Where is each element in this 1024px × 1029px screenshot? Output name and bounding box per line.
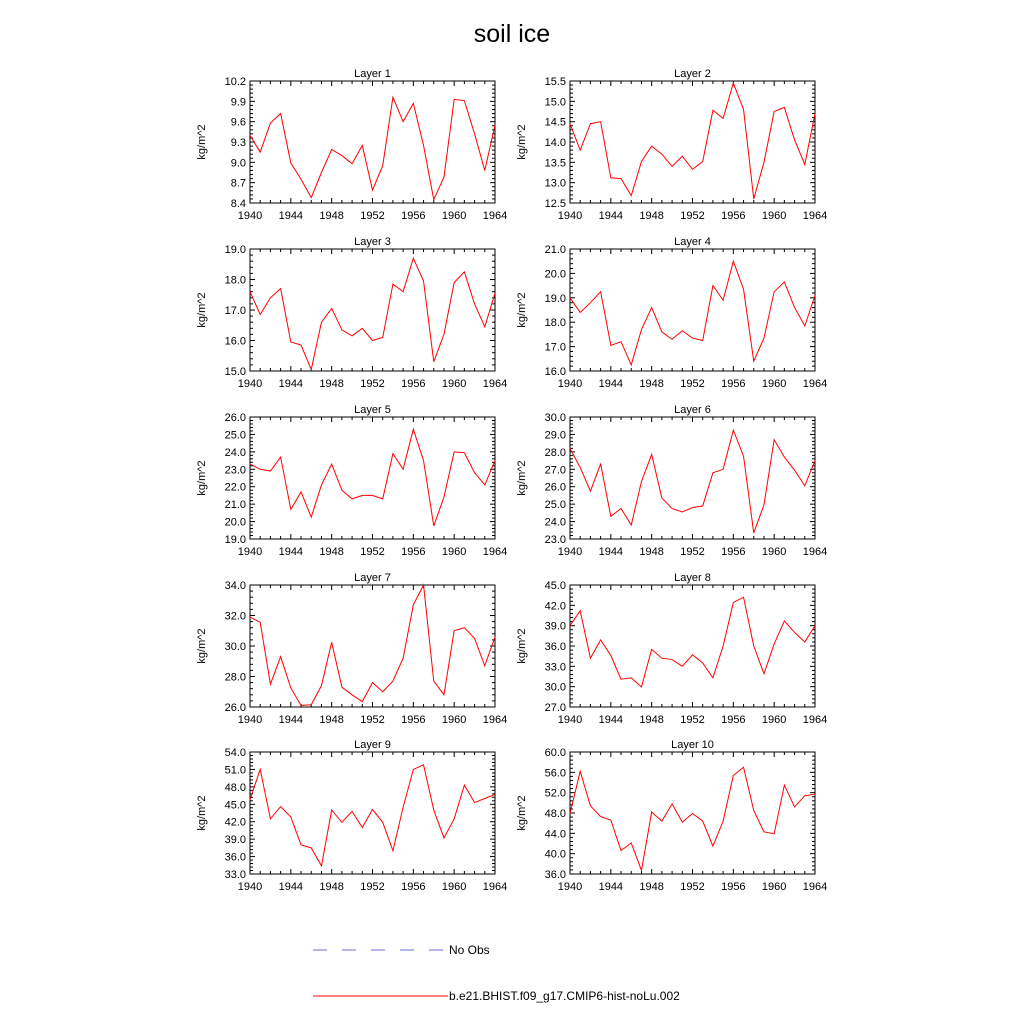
y-tick-label: 42.0 — [544, 600, 566, 613]
y-tick-label: 9.6 — [230, 116, 246, 129]
y-axis-label: kg/m^2 — [196, 460, 208, 496]
y-tick-label: 30.0 — [544, 681, 566, 694]
y-tick-label: 16.0 — [224, 335, 246, 348]
x-tick-label: 1948 — [319, 714, 344, 726]
y-axis-label: kg/m^2 — [516, 460, 528, 496]
panel-layer-1 — [196, 68, 507, 222]
y-tick-label: 39.0 — [544, 620, 566, 633]
x-tick-label: 1948 — [319, 210, 344, 222]
series-line-model — [250, 429, 495, 526]
y-tick-label: 10.2 — [224, 76, 246, 88]
legend-label-model: b.e21.BHIST.f09_g17.CMIP6-hist-noLu.002 — [449, 989, 680, 1003]
y-tick-label: 54.0 — [224, 747, 246, 759]
x-tick-label: 1940 — [557, 881, 583, 893]
series-line-model — [570, 430, 815, 533]
y-tick-label: 40.0 — [544, 848, 566, 861]
y-tick-label: 48.0 — [224, 781, 246, 794]
y-axis-label: kg/m^2 — [516, 795, 528, 831]
x-tick-label: 1960 — [441, 378, 467, 390]
x-tick-label: 1940 — [237, 714, 263, 726]
panel-layer-6 — [516, 404, 827, 558]
panel-title: Layer 6 — [674, 404, 711, 416]
x-tick-label: 1956 — [721, 714, 746, 726]
y-tick-label: 42.0 — [224, 816, 246, 829]
x-tick-label: 1952 — [680, 881, 705, 893]
y-tick-label: 36.0 — [544, 869, 566, 881]
y-axis-label: kg/m^2 — [516, 292, 528, 328]
x-tick-label: 1960 — [441, 881, 467, 893]
y-tick-label: 51.0 — [224, 764, 246, 777]
x-tick-label: 1948 — [639, 714, 664, 726]
y-tick-label: 45.0 — [544, 580, 566, 592]
y-tick-label: 13.0 — [544, 177, 566, 190]
x-tick-label: 1944 — [278, 714, 304, 726]
x-tick-label: 1952 — [360, 210, 385, 222]
y-tick-label: 14.0 — [544, 137, 566, 149]
y-tick-label: 19.0 — [544, 292, 566, 305]
panel-layer-3 — [196, 236, 507, 390]
y-tick-label: 19.0 — [224, 534, 246, 546]
series-line-model — [250, 97, 495, 199]
panel-layer-5 — [196, 404, 507, 558]
x-tick-label: 1944 — [278, 210, 304, 222]
y-tick-label: 9.9 — [230, 96, 246, 109]
y-axis-label: kg/m^2 — [196, 795, 208, 831]
x-tick-label: 1956 — [721, 210, 746, 222]
x-tick-label: 1944 — [278, 546, 304, 558]
y-axis-label: kg/m^2 — [516, 124, 528, 160]
series-line-model — [570, 261, 815, 365]
y-tick-label: 25.0 — [544, 499, 566, 512]
x-tick-label: 1948 — [319, 378, 344, 390]
y-tick-label: 27.0 — [544, 702, 566, 714]
x-tick-label: 1956 — [721, 546, 746, 558]
panel-title: Layer 3 — [354, 236, 391, 248]
y-axis-label: kg/m^2 — [196, 292, 208, 328]
x-tick-label: 1956 — [401, 714, 426, 726]
x-tick-label: 1952 — [680, 546, 705, 558]
x-tick-label: 1960 — [761, 714, 787, 726]
panel-title: Layer 4 — [674, 236, 711, 248]
y-tick-label: 19.0 — [224, 244, 246, 256]
x-tick-label: 1956 — [721, 881, 746, 893]
y-tick-label: 25.0 — [224, 429, 246, 442]
y-axis-label: kg/m^2 — [516, 628, 528, 664]
y-tick-label: 8.4 — [230, 198, 246, 210]
panel-title: Layer 8 — [674, 572, 711, 584]
x-tick-label: 1940 — [557, 210, 583, 222]
x-tick-label: 1948 — [639, 210, 664, 222]
panel-title: Layer 5 — [354, 404, 391, 416]
y-tick-label: 28.0 — [224, 671, 246, 684]
plot-frame — [250, 585, 495, 707]
series-line-model — [570, 83, 815, 199]
y-tick-label: 30.0 — [224, 641, 246, 653]
plot-frame — [570, 249, 815, 371]
x-tick-label: 1944 — [278, 378, 304, 390]
figure-title: soil ice — [473, 20, 551, 48]
y-tick-label: 21.0 — [224, 499, 246, 512]
y-tick-label: 13.5 — [544, 157, 566, 170]
x-tick-label: 1960 — [761, 881, 787, 893]
y-tick-label: 44.0 — [544, 828, 566, 841]
panels — [196, 68, 827, 893]
x-tick-label: 1960 — [441, 546, 467, 558]
x-tick-label: 1964 — [482, 546, 508, 558]
x-tick-label: 1948 — [639, 881, 664, 893]
y-tick-label: 18.0 — [224, 274, 246, 287]
x-tick-label: 1952 — [680, 378, 705, 390]
y-tick-label: 8.7 — [230, 177, 246, 190]
x-tick-label: 1940 — [237, 881, 263, 893]
y-tick-label: 12.5 — [544, 198, 566, 210]
y-tick-label: 14.5 — [544, 116, 566, 129]
x-tick-label: 1952 — [360, 546, 385, 558]
x-tick-label: 1940 — [237, 378, 263, 390]
plot-frame — [570, 585, 815, 707]
y-tick-label: 60.0 — [544, 747, 566, 759]
series-line-model — [250, 585, 495, 705]
y-tick-label: 22.0 — [224, 481, 246, 494]
x-tick-label: 1956 — [401, 881, 426, 893]
x-tick-label: 1940 — [557, 714, 583, 726]
x-tick-label: 1964 — [802, 881, 828, 893]
y-tick-label: 48.0 — [544, 808, 566, 820]
panel-layer-4 — [516, 236, 827, 390]
y-tick-label: 9.0 — [230, 157, 246, 170]
y-tick-label: 24.0 — [224, 446, 246, 459]
x-tick-label: 1940 — [557, 378, 583, 390]
x-tick-label: 1952 — [360, 881, 385, 893]
series-line-model — [250, 258, 495, 369]
panel-title: Layer 7 — [354, 572, 391, 584]
y-tick-label: 9.3 — [230, 137, 246, 149]
y-tick-label: 45.0 — [224, 799, 246, 812]
x-tick-label: 1944 — [278, 881, 304, 893]
x-tick-label: 1964 — [802, 546, 828, 558]
y-tick-label: 20.0 — [224, 516, 246, 529]
y-tick-label: 56.0 — [544, 767, 566, 780]
y-tick-label: 29.0 — [544, 429, 566, 442]
x-tick-label: 1948 — [319, 546, 344, 558]
x-tick-label: 1960 — [441, 210, 467, 222]
y-tick-label: 36.0 — [544, 641, 566, 653]
y-tick-label: 17.0 — [544, 341, 566, 354]
y-tick-label: 33.0 — [544, 661, 566, 674]
y-tick-label: 34.0 — [224, 580, 246, 592]
x-tick-label: 1964 — [482, 210, 508, 222]
panel-layer-9 — [196, 739, 507, 893]
y-axis-label: kg/m^2 — [196, 124, 208, 160]
x-tick-label: 1956 — [401, 546, 426, 558]
plot-frame — [570, 417, 815, 539]
y-tick-label: 15.0 — [544, 96, 566, 109]
x-tick-label: 1964 — [802, 714, 828, 726]
y-tick-label: 33.0 — [224, 869, 246, 881]
plot-frame — [250, 417, 495, 539]
x-tick-label: 1940 — [557, 546, 583, 558]
y-tick-label: 26.0 — [224, 702, 246, 714]
y-tick-label: 26.0 — [544, 481, 566, 494]
panel-layer-7 — [196, 572, 507, 726]
y-tick-label: 21.0 — [544, 244, 566, 256]
panel-title: Layer 2 — [674, 68, 711, 80]
series-line-model — [570, 597, 815, 687]
y-tick-label: 16.0 — [544, 366, 566, 378]
y-tick-label: 15.0 — [224, 366, 246, 378]
panel-layer-8 — [516, 572, 827, 726]
y-tick-label: 23.0 — [224, 464, 246, 477]
x-tick-label: 1964 — [482, 714, 508, 726]
x-tick-label: 1960 — [761, 378, 787, 390]
y-tick-label: 20.0 — [544, 268, 566, 281]
x-tick-label: 1964 — [482, 378, 508, 390]
y-tick-label: 18.0 — [544, 317, 566, 330]
y-tick-label: 24.0 — [544, 516, 566, 529]
x-tick-label: 1960 — [761, 546, 787, 558]
x-tick-label: 1964 — [802, 210, 828, 222]
x-tick-label: 1964 — [482, 881, 508, 893]
x-tick-label: 1948 — [639, 378, 664, 390]
x-tick-label: 1940 — [237, 546, 263, 558]
x-tick-label: 1948 — [319, 881, 344, 893]
y-tick-label: 28.0 — [544, 446, 566, 459]
y-tick-label: 15.5 — [544, 76, 566, 88]
x-tick-label: 1952 — [680, 210, 705, 222]
panel-title: Layer 10 — [671, 739, 714, 751]
x-tick-label: 1956 — [401, 210, 426, 222]
x-tick-label: 1960 — [441, 714, 467, 726]
x-tick-label: 1940 — [237, 210, 263, 222]
panel-layer-2 — [516, 68, 827, 222]
x-tick-label: 1952 — [680, 714, 705, 726]
x-tick-label: 1956 — [401, 378, 426, 390]
y-tick-label: 26.0 — [224, 412, 246, 424]
x-tick-label: 1952 — [360, 378, 385, 390]
panel-layer-10 — [516, 739, 827, 893]
series-line-model — [570, 767, 815, 870]
series-line-model — [250, 765, 495, 866]
y-tick-label: 30.0 — [544, 412, 566, 424]
x-tick-label: 1944 — [598, 210, 624, 222]
plot-frame — [570, 81, 815, 203]
y-tick-label: 23.0 — [544, 534, 566, 546]
y-tick-label: 39.0 — [224, 834, 246, 847]
x-tick-label: 1948 — [639, 546, 664, 558]
y-tick-label: 27.0 — [544, 464, 566, 477]
y-tick-label: 36.0 — [224, 851, 246, 864]
x-tick-label: 1964 — [802, 378, 828, 390]
legend — [313, 943, 680, 1003]
y-tick-label: 17.0 — [224, 305, 246, 317]
x-tick-label: 1956 — [721, 378, 746, 390]
panel-title: Layer 1 — [354, 68, 391, 80]
plot-frame — [250, 249, 495, 371]
x-tick-label: 1944 — [598, 881, 624, 893]
x-tick-label: 1952 — [360, 714, 385, 726]
panel-title: Layer 9 — [354, 739, 391, 751]
x-tick-label: 1944 — [598, 546, 624, 558]
y-axis-label: kg/m^2 — [196, 628, 208, 664]
x-tick-label: 1960 — [761, 210, 787, 222]
legend-label-no-obs: No Obs — [449, 943, 490, 957]
y-tick-label: 52.0 — [544, 787, 566, 800]
x-tick-label: 1944 — [598, 378, 624, 390]
x-tick-label: 1944 — [598, 714, 624, 726]
y-tick-label: 32.0 — [224, 610, 246, 623]
